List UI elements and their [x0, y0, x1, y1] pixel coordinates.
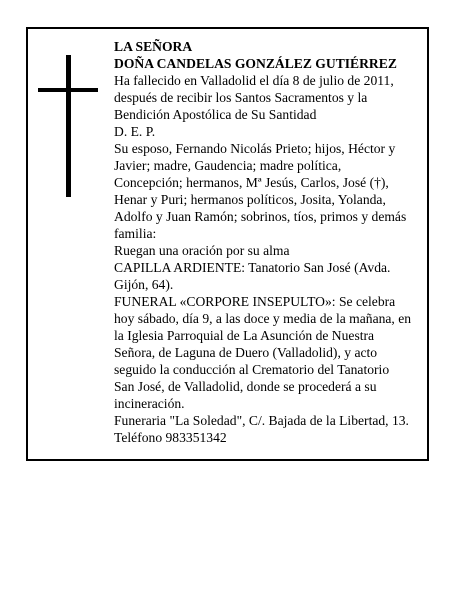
prayer-request: Ruegan una oración por su alma	[114, 243, 290, 258]
death-info: Ha fallecido en Valladolid el día 8 de julio de 2011, después de recibir los Santos Sacramentos y la Bendición Apostólica de Su Santidad	[114, 73, 394, 122]
cross-vertical-bar	[66, 55, 71, 197]
deceased-name: DOÑA CANDELAS GONZÁLEZ GUTIÉRREZ	[114, 56, 397, 71]
cross-horizontal-bar	[38, 88, 98, 92]
cross-icon	[38, 55, 98, 197]
chapel-info: CAPILLA ARDIENTE: Tanatorio San José (Avda. Gijón, 64).	[114, 260, 391, 292]
family-list: Su esposo, Fernando Nicolás Prieto; hijos, Héctor y Javier; madre, Gaudencia; madre política, Concepción; hermanos, Mª Jesús, Carlos, José (†), Henar y Puri; hermanos políticos, Josita, Yolanda, Adolfo y Juan Ramón; sobrinos, tíos, primos y demás familia:	[114, 141, 407, 241]
notice-heading: LA SEÑORA	[114, 39, 193, 54]
funeral-home-info: Funeraria "La Soledad", C/. Bajada de la Libertad, 13. Teléfono 983351342	[114, 413, 409, 445]
funeral-info: FUNERAL «CORPORE INSEPULTO»: Se celebra hoy sábado, día 9, a las doce y media de la mañana, en la Iglesia Parroquial de La Asunción de Nuestra Señora, de Laguna de Duero (Valladolid), y acto seguido la conducción al Crematorio del Tanatorio San José, de Valladolid, donde se procederá a su incineración.	[114, 294, 412, 411]
dep-line: D. E. P.	[114, 124, 156, 139]
obituary-text	[114, 38, 412, 446]
